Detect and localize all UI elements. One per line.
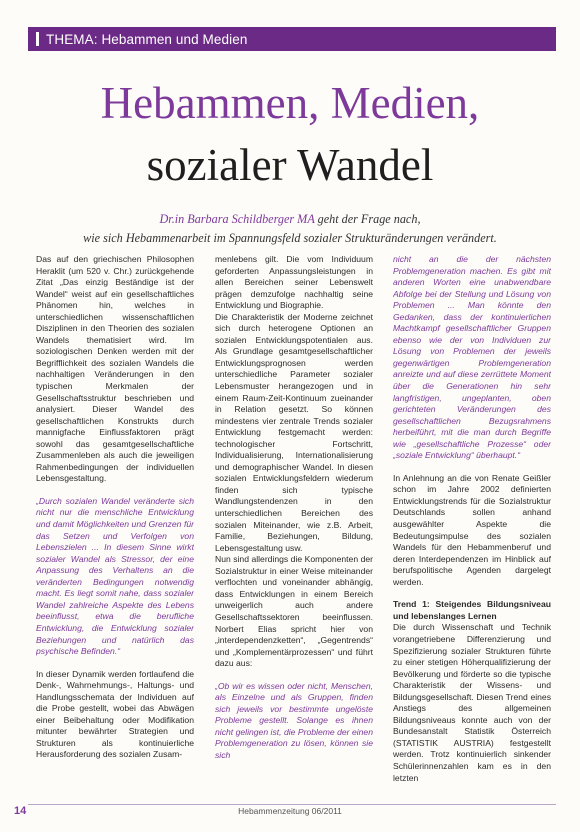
page-number: 14 — [14, 805, 27, 817]
subtitle — [20, 210, 560, 248]
section-heading: Trend 1: Steigendes Bildungsniveau und lebenslanges Lernen — [393, 599, 551, 621]
body-column-3 — [393, 254, 551, 800]
pull-quote: „Ob wir es wissen oder nicht, Menschen, als Einzelne und als Gruppen, finden sich jeweils vor bestimmte ungelöste Probleme gestellt. Solange es ihnen nicht gelingen ist, die Probleme der einen Problemgeneration zu lösen, können sie sich — [215, 680, 373, 760]
author-name: Dr.in Barbara Schildberger MA — [159, 212, 315, 226]
pull-quote: nicht an die der nächsten Problemgeneration machen. Es gibt mit anderen Worten eine unabwendbare Abfolge bei der Stellung und Lösung von Problemen ... Man könnte den Gedanken, dass der kontinuierlichen Machtkampf gesellschaftlicher Gruppen ebenso wie der von Individuen zur Lösung von Problemen der jeweils gegenwärtigen Problemgeneration anreizte und auf diese zerrüttete Moment über die Generationen hin sehr langfristigen, ungeplanten, oben gerichteten Veränderungen des gesellschaftlichen Bezugsrahmens herbeiführt, mit die man durch Begriffe wie „gesellschaftliche Prozesse“ oder „soziale Entwicklung“ überhaupt.“ — [393, 254, 551, 461]
section-label: THEMA: Hebammen und Medien — [46, 31, 248, 47]
paragraph: Die Charakteristik der Moderne zeichnet sich durch heterogene Optionen an sozialen Entwicklungspotentialen aus. Als Grundlage gesamtgesellschaftlicher Entwicklungsprognosen werden unterschiedliche Parameter sozialer Lebensmuster herangezogen und in einem Raum-Zeit-Kontinuum zueinander in Relation gesetzt. So können mindestens vier zentrale Trends sozialer Entwicklung festgemacht werden: technologischer Fortschritt, Individualisierung, Internationalisierung und demographischer Wandel. In diesen sozialen Entwicklungsfeldern wiederum finden sich typische Wandlungstendenzen in den unterschiedlichen Bereichen des sozialen Miteinander, wie z.B. Arbeit, Familie, Beziehungen, Bildung, Lebensgestaltung usw. — [215, 311, 373, 553]
title-line-2: sozialer Wandel — [146, 140, 434, 190]
title-line-1: Hebammen, Medien, — [100, 78, 480, 128]
banner-marker — [36, 32, 39, 46]
body-column-1 — [36, 254, 194, 800]
paragraph: Die durch Wissenschaft und Technik vorangetriebene Differenzierung und Spezifizierung sozialer Strukturen führte zu einer stetigen Höherqualifizierung der Bevölkerung und förderte so die typische Charakteristik der Wissens- und Bildungsgesellschaft. Diesen Trend eines Anstiegs des allgemeinen Bildungsniveaus konnte auch von der Bundesanstalt Statistik Österreich (STATISTIK AUSTRIA) festgestellt werden. Trotz kontinuierlich sinkender Schülerinnenzahlen kam es in den letzten — [393, 622, 551, 783]
magazine-issue: Hebammenzeitung 06/2011 — [238, 806, 342, 816]
paragraph: Nun sind allerdings die Komponenten der Sozialstruktur in einer Weise miteinander verflochten und voneinander abhängig, dass Entwicklungen in einem Bereich unweigerlich auch andere Gesellschaftssektoren beeinflussen. Norbert Elias spricht hier von „interdependenzketten“, „Gegentrends“ und „Komplementärprozessen“ und führt dazu aus: — [215, 554, 373, 669]
paragraph: In dieser Dynamik werden fortlaufend die Denk-, Wahrnehmungs-, Haltungs- und Handlungsschemata der Individuen auf die Probe gestellt, wobei das Abwägen einer Beibehaltung oder Modifikation mitunter bewährter Strategien und Strukturen als kontinuierliche Herausforderung des sozialen Zusam- — [36, 668, 194, 760]
section-banner — [28, 27, 556, 51]
subtitle-line-1 — [20, 210, 560, 229]
body-column-2 — [215, 254, 373, 800]
pull-quote: „Durch sozialen Wandel veränderte sich nicht nur die menschliche Entwicklung und damit Möglichkeiten und Grenzen für das Setzen und Verfolgen von Lebenszielen ... In diesem Sinne wirkt sozialer Wandel als Stressor, der eine Anpassung des Verhaltens an die veränderten Bedingungen notwendig macht. Es liegt somit nahe, dass sozialer Wandel zahlreiche Aspekte des Lebens beeinflusst, etwa die berufliche Entwicklung, die Entwicklung sozialer Beziehungen und natürlich das psychische Befinden.“ — [36, 495, 194, 657]
subtitle-line-1-rest: geht der Frage nach, — [314, 212, 421, 226]
subtitle-line-2: wie sich Hebammenarbeit im Spannungsfeld sozialer Strukturänderungen verändert. — [83, 231, 497, 245]
page-footer — [0, 805, 580, 829]
paragraph: Das auf den griechischen Philosophen Heraklit (um 520 v. Chr.) zurückgehende Zitat „Das einzig Beständige ist der Wandel“ weist auf ein gesellschaftliches Phänomen hin, welches in unterschiedlichen wissenschaftlichen Disziplinen in den Theorien des sozialen Wandels thematisiert wird. Im soziologischen Denken werden mit der Begrifflichkeit des sozialen Wandels die nachhaltigen Veränderungen in den typischen Merkmalen der Gesellschaftsstruktur beschrieben und analysiert. Dieser Wandel des gesellschaftlichen Konstrukts durch mannigfache Einflussfaktoren prägt sowohl das gesamtgesellschaftliche Zusammenleben als auch die jeweiligen Rahmenbedingungen der individuellen Lebensgestaltung. — [36, 254, 194, 484]
paragraph: In Anlehnung an die von Renate Geißler schon im Jahre 2002 definierten Entwicklungstrends für die Sozialstruktur Deutschlands sollen anhand ausgewählter Aspekte die Bedeutungsimpulse des sozialen Wandels für den Hebammenberuf und deren Interdependenzen im Hinblick auf berufspolitische Agenden dargelegt werden. — [393, 472, 551, 587]
paragraph: menlebens gilt. Die vom Individuum geforderten Anpassungsleistungen in allen Bereichen seiner Lebenswelt prägen demzufolge nachhaltig seine Entwicklung und Biographie. — [215, 254, 373, 311]
